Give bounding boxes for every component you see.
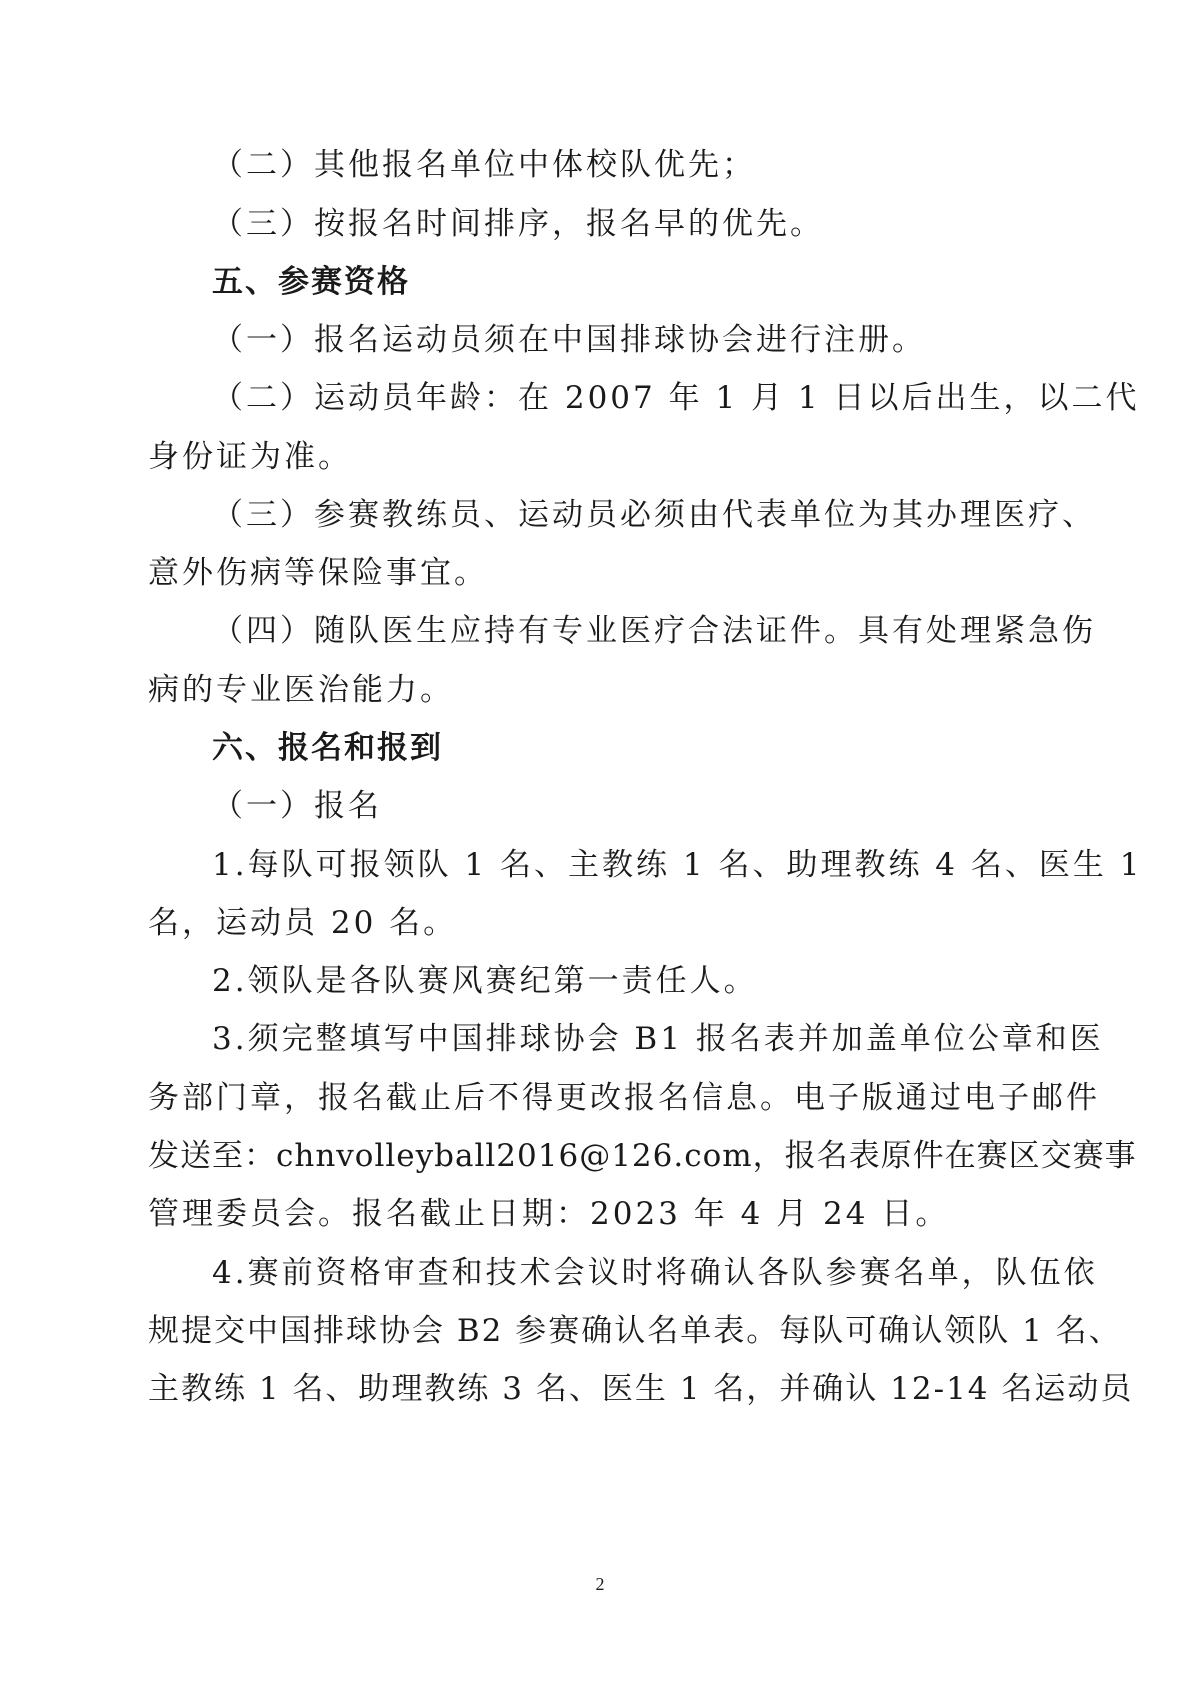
section-heading: 五、参赛资格 <box>212 264 410 300</box>
paragraph-line: 4.赛前资格审查和技术会议时将确认各队参赛名单，队伍依 <box>212 1255 1098 1291</box>
paragraph-line: 2.领队是各队赛风赛纪第一责任人。 <box>212 963 758 999</box>
paragraph-line: 意外伤病等保险事宜。 <box>148 555 488 591</box>
paragraph-line: 主教练 1 名、助理教练 3 名、医生 1 名，并确认 12-14 名运动员 <box>148 1371 1134 1407</box>
paragraph-line: （二）运动员年龄：在 2007 年 1 月 1 日以后出生，以二代 <box>212 380 1140 416</box>
paragraph-line: 3.须完整填写中国排球协会 B1 报名表并加盖单位公章和医 <box>212 1021 1104 1057</box>
paragraph-line: 规提交中国排球协会 B2 参赛确认名单表。每队可确认领队 1 名、 <box>148 1313 1122 1349</box>
section-heading: 六、报名和报到 <box>212 730 443 766</box>
paragraph-line: （二）其他报名单位中体校队优先； <box>212 147 756 183</box>
paragraph-line: 1.每队可报领队 1 名、主教练 1 名、助理教练 4 名、医生 1 <box>212 847 1143 883</box>
paragraph-line: 发送至：chnvolleyball2016@126.com，报名表原件在赛区交赛事 <box>148 1138 1137 1174</box>
paragraph-line: （一）报名运动员须在中国排球协会进行注册。 <box>212 322 926 358</box>
paragraph-line: 管理委员会。报名截止日期：2023 年 4 月 24 日。 <box>148 1196 950 1232</box>
paragraph-line: 身份证为准。 <box>148 439 352 475</box>
page-number: 2 <box>595 1574 605 1594</box>
paragraph-line: （三）按报名时间排序，报名早的优先。 <box>212 206 824 242</box>
paragraph-line: 名，运动员 20 名。 <box>148 905 458 941</box>
paragraph-line: （三）参赛教练员、运动员必须由代表单位为其办理医疗、 <box>212 497 1096 533</box>
sub-heading: （一）报名 <box>212 788 382 824</box>
paragraph-line: （四）随队医生应持有专业医疗合法证件。具有处理紧急伤 <box>212 613 1096 649</box>
paragraph-line: 病的专业医治能力。 <box>148 672 454 708</box>
paragraph-line: 务部门章，报名截止后不得更改报名信息。电子版通过电子邮件 <box>148 1080 1100 1116</box>
